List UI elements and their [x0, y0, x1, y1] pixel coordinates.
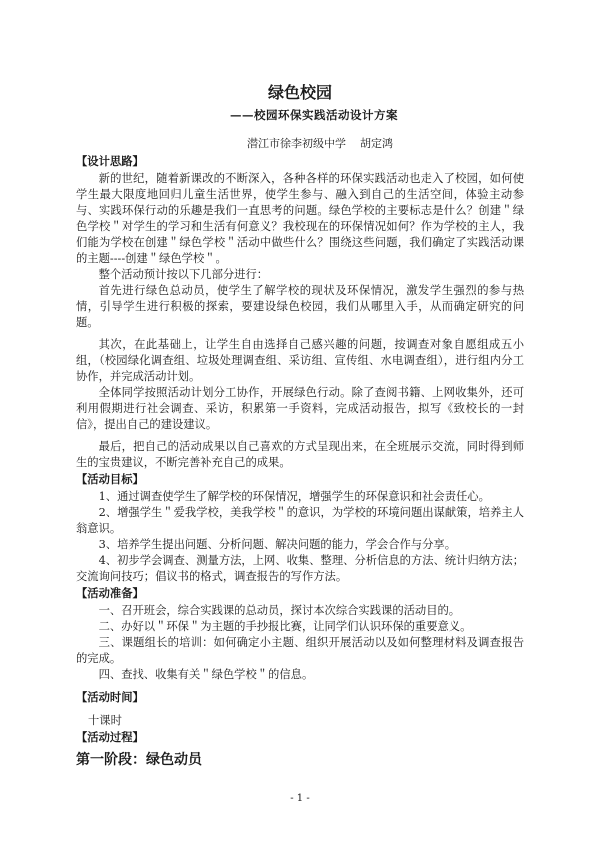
page-number: - 1 - — [290, 793, 310, 804]
prep-item: 三、课题组长的培训：如何确定小主题、组织开展活动以及如何整理材料及调查报告的完成。 — [76, 636, 524, 665]
design-paragraph: 整个活动预计按以下几部分进行： — [98, 268, 269, 281]
document-title: 绿色校园 — [267, 83, 332, 102]
design-paragraph: 新的世纪，随着新课改的不断深入，各种各样的环保实践活动也走入了校园，如何使学生最大限度地回归儿童生活世界，使学生参与、融入到自己的生活空间，体验主动参与、实践环保行动的乐趣是我们一直思考的问题。绿色学校的主要标志是什么？创建＂绿色学校＂对学生的学习和生活有何意义？我校现在的环保情况如何？作为学校的主人，我们能为学校在创建＂绿色学校＂活动中做些什么？围绕这些问题，我们确定了实践活动课的主题----创建＂绿色学校＂。 — [76, 172, 524, 265]
author-line — [0, 135, 600, 151]
process-heading: 【活动过程】 — [76, 731, 144, 744]
design-paragraph: 首先进行绿色总动员，使学生了解学校的现状及环保情况，激发学生强烈的参与热情，引导学生进行积极的探索，要建设绿色校园，我们从哪里入手，从而确定研究的问题。 — [76, 284, 524, 329]
document-body — [76, 153, 524, 768]
design-paragraph: 最后，把自己的活动成果以自己喜欢的方式呈现出来，在全班展示交流，同时得到师生的宝贵建议，不断完善补充自己的成果。 — [76, 440, 524, 469]
goal-item: 3、培养学生提出问题、分析问题、解决问题的能力，学会合作与分享。 — [98, 538, 456, 551]
phase-heading: 第一阶段：绿色动员 — [76, 752, 202, 768]
goal-item: 4、初步学会调查、测量方法，上网、收集、整理、分析信息的方法、统计归纳方法；交流询问技巧；倡议书的格式，调查报告的写作方法。 — [76, 554, 524, 583]
prep-item: 一、召开班会，综合实践课的总动员，探讨本次综合实践课的活动目的。 — [98, 604, 461, 617]
document-subtitle: ——校园环保实践活动设计方案 — [230, 108, 398, 122]
author-school: 潜江市徐李初级中学 — [247, 137, 346, 150]
prep-item: 二、办好以＂环保＂为主题的手抄报比赛，让同学们认识环保的重要意义。 — [98, 620, 472, 633]
prep-heading: 【活动准备】 — [76, 587, 144, 600]
design-heading: 【设计思路】 — [76, 155, 144, 168]
goal-item: 2、增强学生＂爱我学校，美我学校＂的意识，为学校的环境问题出谋献策，培养主人翁意识。 — [76, 506, 524, 535]
design-paragraph: 其次，在此基础上，让学生自由选择自己感兴趣的问题，按调查对象自愿组成五小组，（校园绿化调查组、垃圾处理调查组、采访组、宣传组、水电调查组），进行组内分工协作，并完成活动计划。 — [76, 338, 524, 383]
time-value: 十课时 — [88, 714, 122, 727]
goals-heading: 【活动目标】 — [76, 473, 144, 486]
goal-item: 1、通过调查使学生了解学校的环保情况，增强学生的环保意识和社会责任心。 — [98, 490, 490, 503]
prep-item: 四、查找、收集有关＂绿色学校＂的信息。 — [98, 668, 314, 681]
time-heading: 【活动时间】 — [76, 691, 144, 704]
design-paragraph: 全体同学按照活动计划分工协作，开展绿色行动。除了查阅书籍、上网收集外，还可利用假期进行社会调查、采访，积累第一手资料，完成活动报告，拟写《致校长的一封信》，提出自己的建设建议。 — [76, 386, 524, 431]
author-name: 胡定鸿 — [360, 137, 393, 150]
